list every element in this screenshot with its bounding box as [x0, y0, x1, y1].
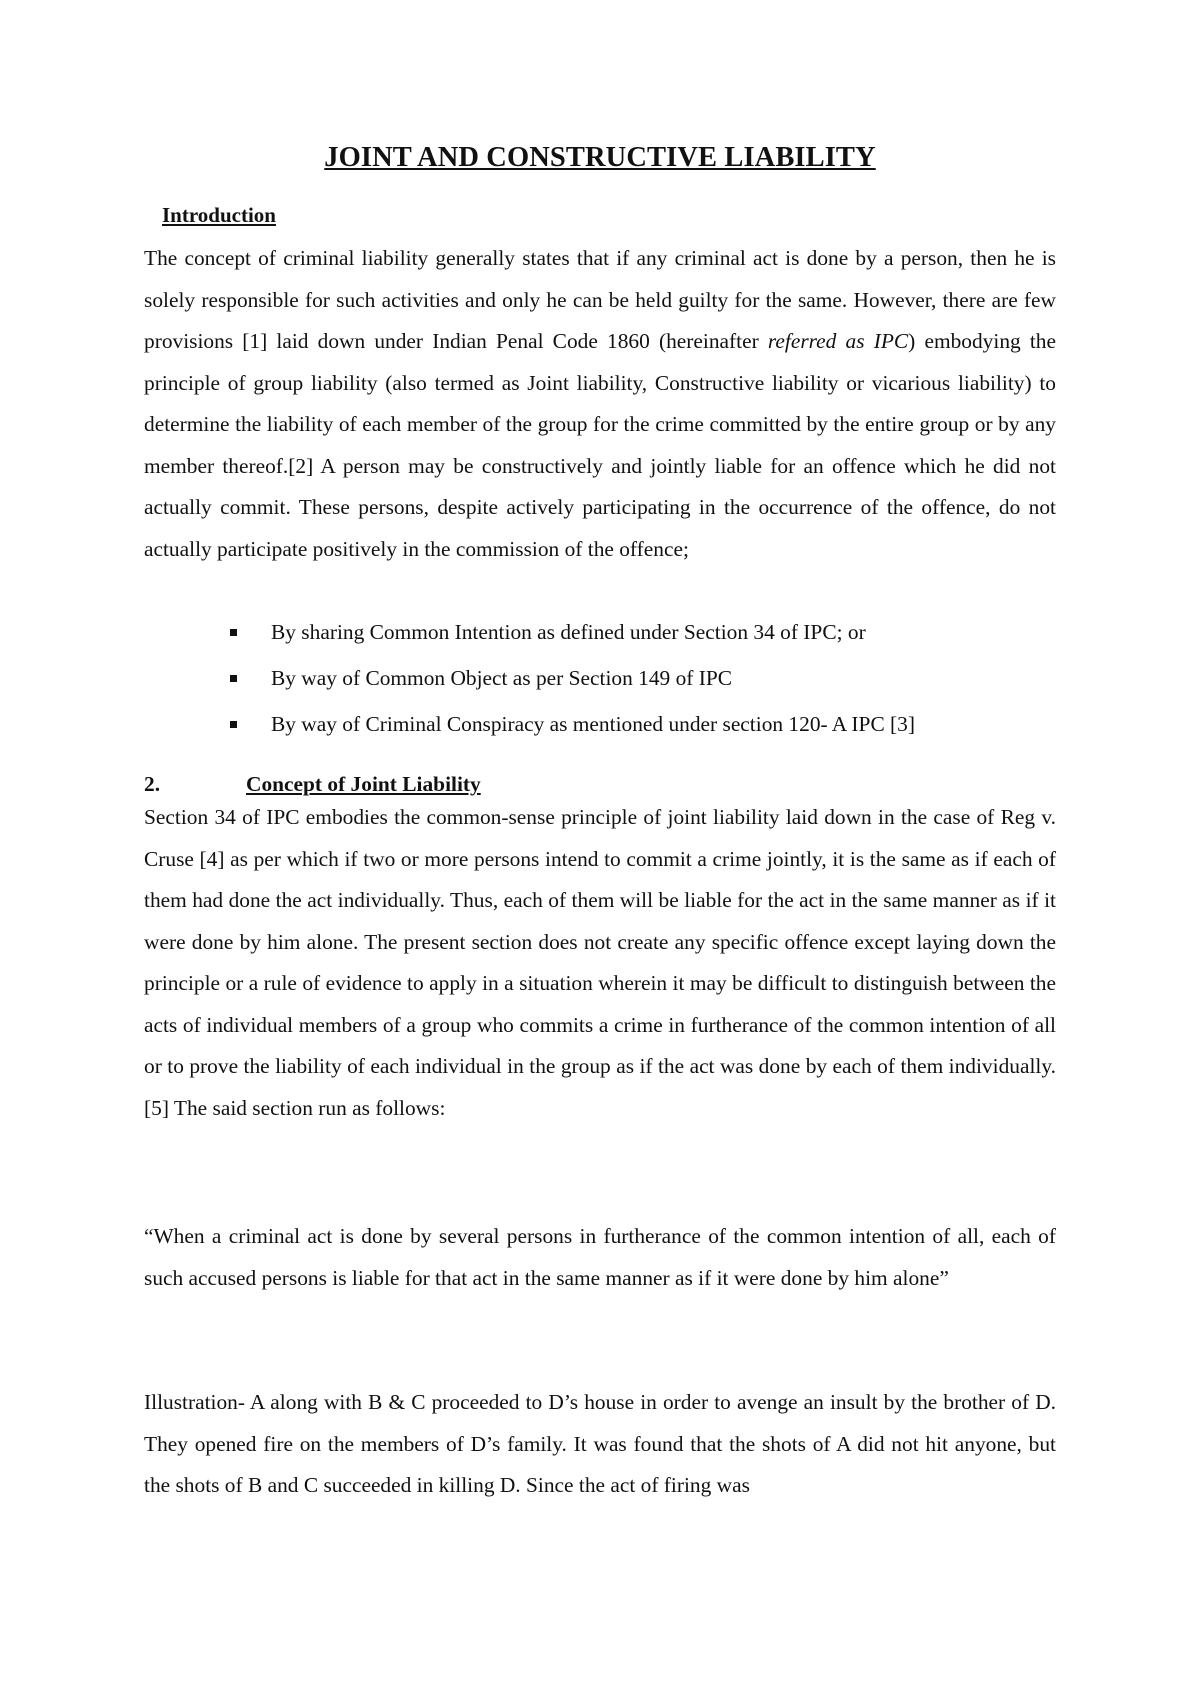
list-item-text: By sharing Common Intention as defined under Section 34 of IPC; or: [271, 620, 866, 644]
document-title: JOINT AND CONSTRUCTIVE LIABILITY: [324, 142, 876, 173]
list-item: [144, 706, 1056, 752]
section-paragraph: Section 34 of IPC embodies the common-sense principle of joint liability laid down in the case of Reg v. Cruse [4] as per which if two or more persons intend to commit a crime jointly, it is the same as if each of them had done the act individually. Thus, each of them will be liable for the act in the same manner as if it were done by him alone. The present section does not create any specific offence except laying down the principle or a rule of evidence to apply in a situation wherein it may be difficult to distinguish between the acts of individual members of a group who commits a crime in furtherance of the common intention of all or to prove the liability of each individual in the group as if the act was done by each of them individually. [5] The said section run as follows:: [144, 805, 1056, 1120]
list-item-text: By way of Common Object as per Section 149 of IPC: [271, 666, 733, 690]
section-quote: “When a criminal act is done by several persons in furtherance of the common intention of all, each of such accused persons is liable for that act in the same manner as if it were done by him alone”: [144, 1224, 1056, 1290]
intro-text-part-1: The concept of criminal liability generally states that if any criminal act is done by a person, then he is solely responsible for such activities and only he can be held guilty for the same. However, there are few provisions [1] laid down under Indian Penal Code 1860 (hereinafter: [144, 246, 1056, 353]
introduction-heading: Introduction: [162, 203, 276, 227]
intro-text-italic: referred as IPC: [767, 329, 909, 353]
square-bullet-icon: [230, 675, 237, 682]
square-bullet-icon: [230, 721, 237, 728]
list-item-text: By way of Criminal Conspiracy as mentioned under section 120- A IPC [3]: [271, 712, 915, 736]
list-item: [144, 660, 1056, 706]
section-number: 2.: [144, 772, 161, 796]
list-item: [144, 614, 1056, 660]
introduction-paragraph: [144, 238, 1056, 570]
square-bullet-icon: [230, 629, 237, 636]
liability-bullet-list: [144, 614, 1056, 752]
section-heading: Concept of Joint Liability: [246, 772, 481, 796]
illustration-paragraph: Illustration- A along with B & C proceeded to D’s house in order to avenge an insult by the brother of D. They opened fire on the members of D’s family. It was found that the shots of A did not hit anyone, but the shots of B and C succeeded in killing D. Since the act of firing was: [144, 1390, 1056, 1497]
intro-text-part-2: ) embodying the principle of group liability (also termed as Joint liability, Constructive liability or vicarious liability) to determine the liability of each member of the group for the crime committed by the entire group or by any member thereof.[2] A person may be constructively and jointly liable for an offence which he did not actually commit. These persons, despite actively participating in the occurrence of the offence, do not actually participate positively in the commission of the offence;: [144, 329, 1056, 561]
